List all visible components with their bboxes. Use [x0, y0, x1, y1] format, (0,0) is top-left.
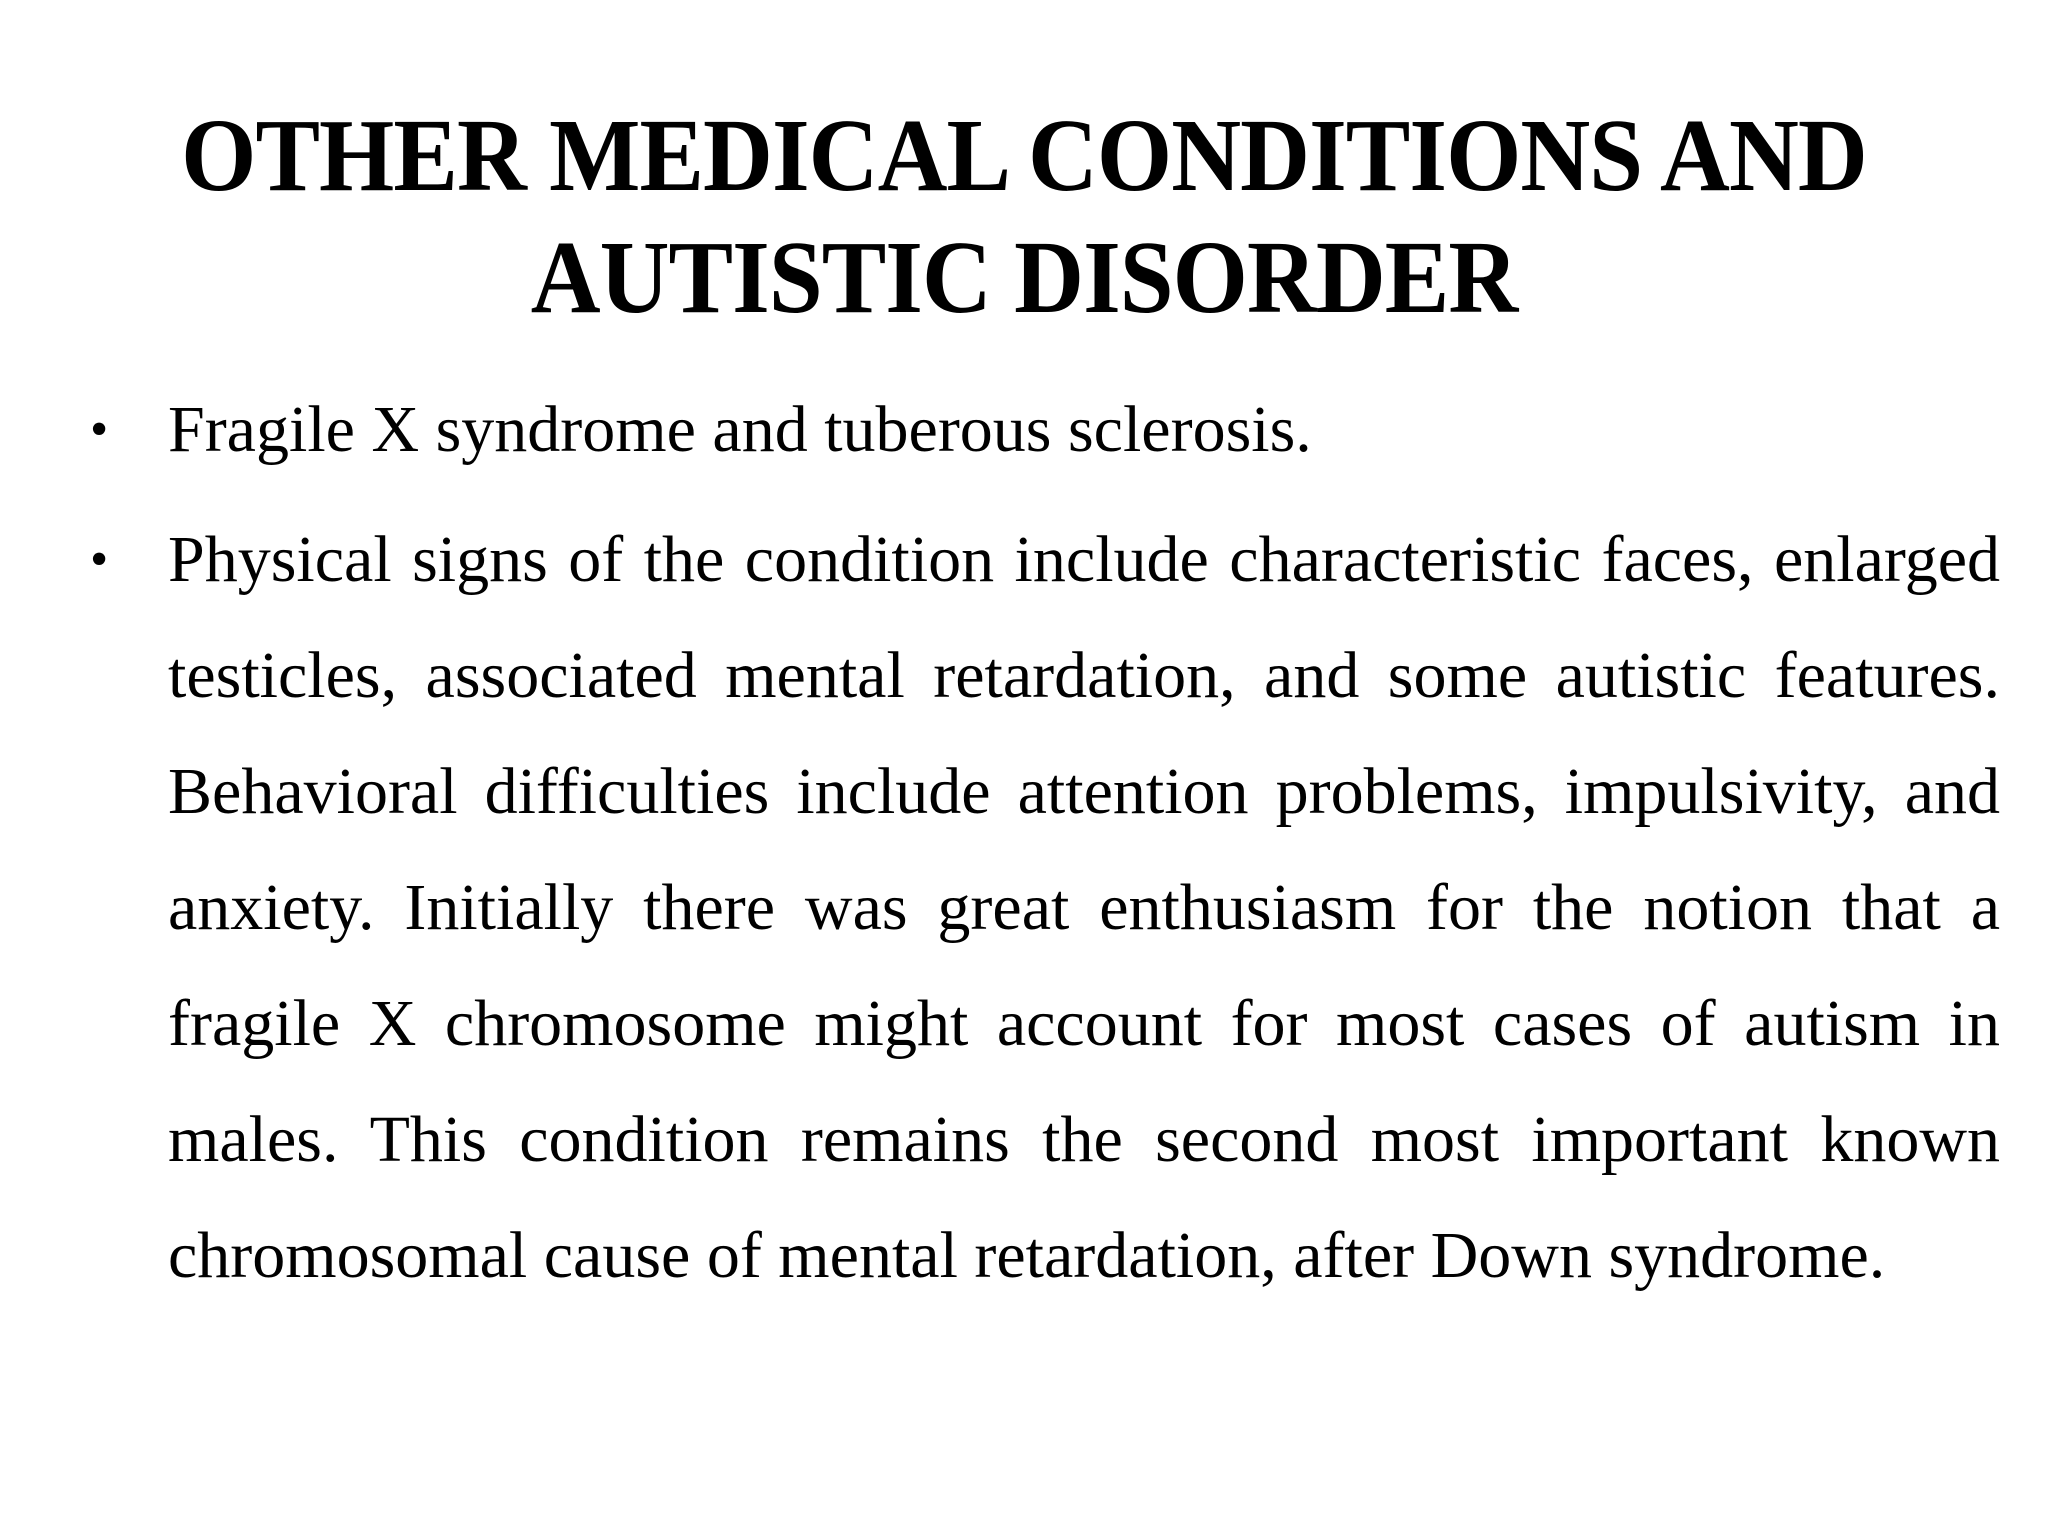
bullet-item-physical-signs: [86, 502, 2000, 1314]
bullet-text: Physical signs of the condition include characteristic faces, enlarged testicles, associated mental retardation, and some autistic features. Behavioral difficulties include attention problems, impulsivity, and anxiety. Initially there was great enthusiasm for the notion that a fragile X chromosome might account for most cases of autism in males. This condition remains the second most important known chromosomal cause of mental retardation, after Down syndrome.: [168, 523, 2000, 1292]
bullet-point-icon: •: [90, 531, 109, 588]
slide-title-line-1: OTHER MEDICAL CONDITIONS AND: [181, 98, 1867, 213]
slide-title-line-2: AUTISTIC DISORDER: [530, 220, 1518, 335]
bullet-text: Fragile X syndrome and tuberous sclerosis.: [168, 393, 1312, 466]
slide-title: [165, 95, 1884, 339]
bullet-list: [86, 372, 2000, 1314]
bullet-item-fragile-x: [86, 372, 2000, 488]
bullet-point-icon: •: [90, 401, 109, 458]
